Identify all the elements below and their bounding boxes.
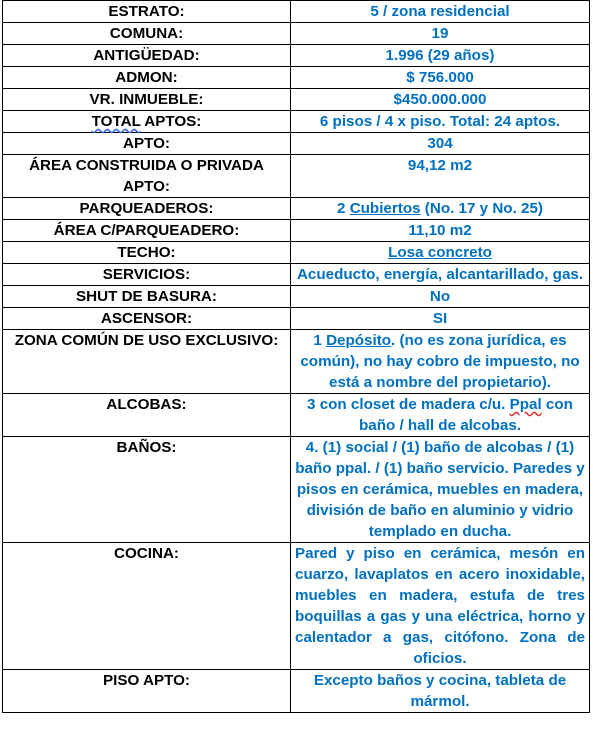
row-antiguedad [3,45,590,67]
comuna-value: 19 [291,23,590,45]
shut-basura-value: No [291,286,590,308]
techo-label: TECHO: [3,242,291,264]
total-aptos-value: 6 pisos / 4 x piso. Total: 24 aptos. [291,111,590,133]
row-alcobas [3,394,590,437]
area-parqueadero-value: 11,10 m2 [291,220,590,242]
piso-apto-value: Excepto baños y cocina, tableta de mármol. [291,670,590,713]
alcobas-value [291,394,590,437]
parqueaderos-type: Cubiertos [349,200,421,217]
row-shut-basura [3,286,590,308]
vr-inmueble-label: VR. INMUEBLE: [3,89,291,111]
cocina-label: COCINA: [3,543,291,670]
apto-label: APTO: [3,133,291,155]
alcobas-ppal: Ppal [509,396,542,413]
alcobas-value-post: con baño / hall de alcobas. [358,396,573,434]
techo-value [291,242,590,264]
row-cocina [3,543,590,670]
row-zona-comun [3,330,590,394]
techo-value-text: Losa concreto [388,244,492,261]
zona-comun-note: . (no es zona jurídica, es común), no hay cobro de impuesto, no está a nombre del propietario). [300,332,580,391]
admon-label: ADMON: [3,67,291,89]
antiguedad-value: 1.996 (29 años) [291,45,590,67]
apto-value: 304 [291,133,590,155]
banos-label: BAÑOS: [3,437,291,543]
admon-value: $ 756.000 [291,67,590,89]
shut-basura-label: SHUT DE BASURA: [3,286,291,308]
total-aptos-label-underlined: TOTAL [91,113,141,130]
ascensor-label: ASCENSOR: [3,308,291,330]
row-area-construida [3,155,590,198]
row-techo [3,242,590,264]
row-apto [3,133,590,155]
total-aptos-label [3,111,291,133]
zona-comun-label: ZONA COMÚN DE USO EXCLUSIVO: [3,330,291,394]
ascensor-value: SI [291,308,590,330]
row-total-aptos [3,111,590,133]
banos-value: 4. (1) social / (1) baño de alcobas / (1) baño ppal. / (1) baño servicio. Paredes y pisos en cerámica, muebles en madera, división de baño en aluminio y vidrio templado en ducha. [291,437,590,543]
parqueaderos-label: PARQUEADEROS: [3,198,291,220]
parqueaderos-numbers: (No. 17 y No. 25) [420,200,543,217]
property-details-table [2,0,590,713]
servicios-label: SERVICIOS: [3,264,291,286]
row-banos [3,437,590,543]
estrato-value: 5 / zona residencial [291,1,590,23]
area-parqueadero-label: ÁREA C/PARQUEADERO: [3,220,291,242]
cocina-value: Pared y piso en cerámica, mesón en cuarzo, lavaplatos en acero inoxidable, muebles en madera, estufa de tres boquillas a gas y una eléctrica, horno y calentador a gas, citófono. Zona de oficios. [291,543,590,670]
total-aptos-label-rest: APTOS: [140,113,202,130]
row-area-parqueadero [3,220,590,242]
area-construida-value: 94,12 m2 [291,155,590,198]
piso-apto-label: PISO APTO: [3,670,291,713]
zona-comun-count: 1 [313,332,327,349]
antiguedad-label: ANTIGÜEDAD: [3,45,291,67]
parqueaderos-count: 2 [337,200,350,217]
parqueaderos-value [291,198,590,220]
zona-comun-value [291,330,590,394]
row-admon [3,67,590,89]
row-vr-inmueble [3,89,590,111]
vr-inmueble-value: $450.000.000 [291,89,590,111]
row-piso-apto [3,670,590,713]
estrato-label: ESTRATO: [3,1,291,23]
alcobas-value-pre: 3 con closet de madera c/u. [307,396,510,413]
row-parqueaderos [3,198,590,220]
row-ascensor [3,308,590,330]
alcobas-label: ALCOBAS: [3,394,291,437]
row-comuna [3,23,590,45]
comuna-label: COMUNA: [3,23,291,45]
area-construida-label: ÁREA CONSTRUIDA O PRIVADA APTO: [3,155,291,198]
row-servicios [3,264,590,286]
row-estrato [3,1,590,23]
servicios-value: Acueducto, energía, alcantarillado, gas. [291,264,590,286]
zona-comun-deposito: Depósito [326,332,392,349]
